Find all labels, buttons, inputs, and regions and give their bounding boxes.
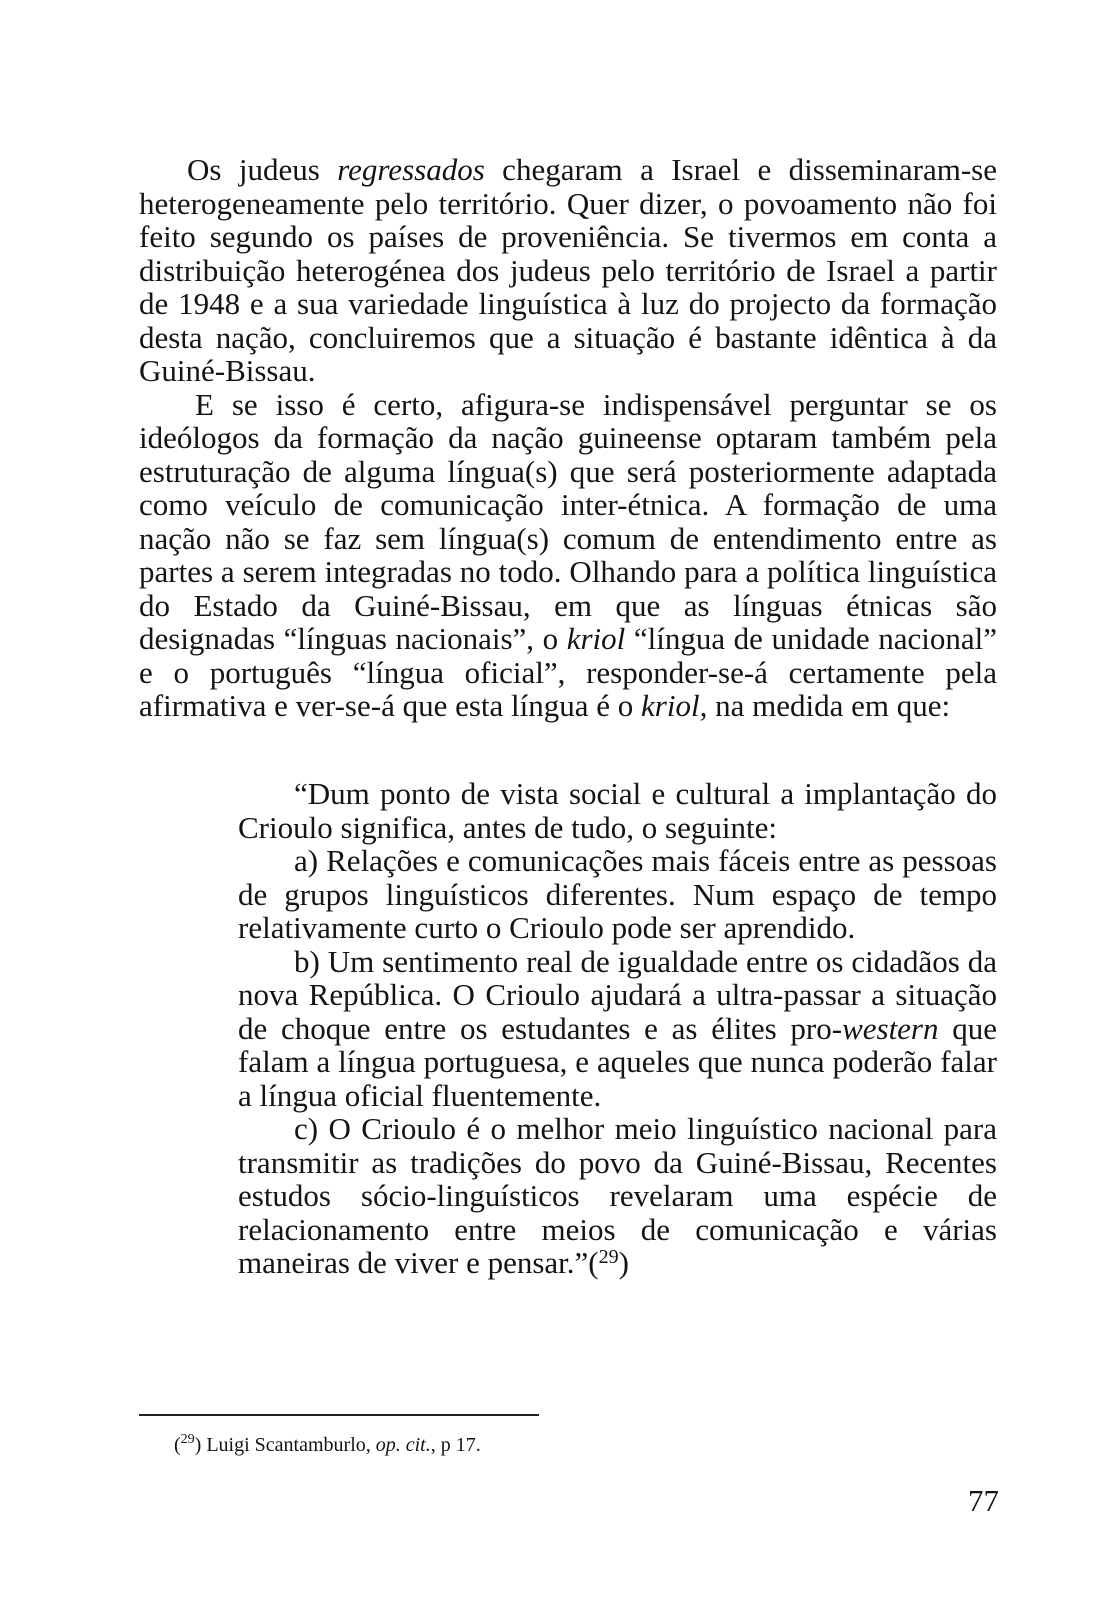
footnote-rule xyxy=(139,1414,539,1416)
text-run: , p 17. xyxy=(430,1434,481,1456)
quote-item-b xyxy=(238,945,997,1113)
italic-text: kriol xyxy=(566,621,626,656)
text-run: a) Relações e comunicações mais fáceis entre as pessoas de grupos linguísticos diferentes. Num espaço de tempo relativamente curto o Crioulo pode ser aprendido. xyxy=(238,843,997,945)
text-run: “Dum ponto de vista social e cultural a implantação do Crioulo significa, antes de tudo, o seguinte: xyxy=(238,776,997,845)
text-run: que falam a língua portuguesa, e aqueles que nunca poderão falar a língua oficial fluentemente. xyxy=(238,1010,998,1113)
italic-text: kriol, xyxy=(641,688,708,723)
footnote-reference: 29 xyxy=(598,1246,619,1268)
text-run: E se isso é certo, afigura-se indispensável perguntar se os ideólogos da formação da nação guineense optaram também pela estruturação de alguma língua(s) que será posteriormente adaptada como veículo de comunicação inter-étnica. A formação de uma nação não se faz sem língua(s) comum de entendimento entre as partes a serem integradas no todo. Olhando para a política linguística do Estado da Guiné-Bissau, em que as línguas étnicas são designadas “línguas nacionais”, o xyxy=(139,386,997,656)
body-paragraph xyxy=(139,388,997,723)
quote-item-a xyxy=(238,844,997,945)
italic-text: regressados xyxy=(337,152,485,187)
footnote-reference: 29 xyxy=(180,1432,195,1447)
text-run: ( xyxy=(174,1434,181,1456)
text-run: “língua de unidade nacional” e o português “língua oficial”, responder-se-á certamente pela afirmativa e ver-se-á que esta língua é o xyxy=(139,621,997,723)
text-run: ) Luigi Scantamburlo, xyxy=(194,1434,376,1456)
italic-text: western xyxy=(842,1010,939,1046)
text-run: chegaram a Israel e disseminaram-se heterogeneamente pelo território. Quer dizer, o povoamento não foi feito segundo os países de proveniência. Se tivermos em conta a distribuição heterogénea dos judeus pelo território de Israel a partir de 1948 e a sua variedade linguística à luz do projecto da formação desta nação, concluiremos que a situação é bastante idêntica à da Guiné-Bissau. xyxy=(139,152,997,388)
block-quote xyxy=(238,777,997,1280)
quote-item-c xyxy=(238,1112,997,1280)
quote-intro xyxy=(238,777,997,844)
text-run: Os judeus xyxy=(187,152,338,187)
text-run: na medida em que: xyxy=(707,688,951,723)
page-number: 77 xyxy=(968,1483,999,1518)
body-text xyxy=(139,153,997,723)
footnote xyxy=(174,1433,481,1457)
body-paragraph xyxy=(139,153,997,388)
text-run: c) O Crioulo é o melhor meio linguístico nacional para transmitir as tradições do povo da Guiné-Bissau, Recentes estudos sócio-linguísticos revelaram uma espécie de relacionamento entre meios de comunicação e várias maneiras de viver e pensar.”( xyxy=(238,1111,997,1280)
italic-text: op. cit. xyxy=(375,1434,431,1456)
text-run: ) xyxy=(618,1245,629,1280)
text-run: b) Um sentimento real de igualdade entre os cidadãos da nova República. O Crioulo ajudará a ultra-passar a situação de choque entre os estudantes e as élites pro- xyxy=(238,943,997,1046)
